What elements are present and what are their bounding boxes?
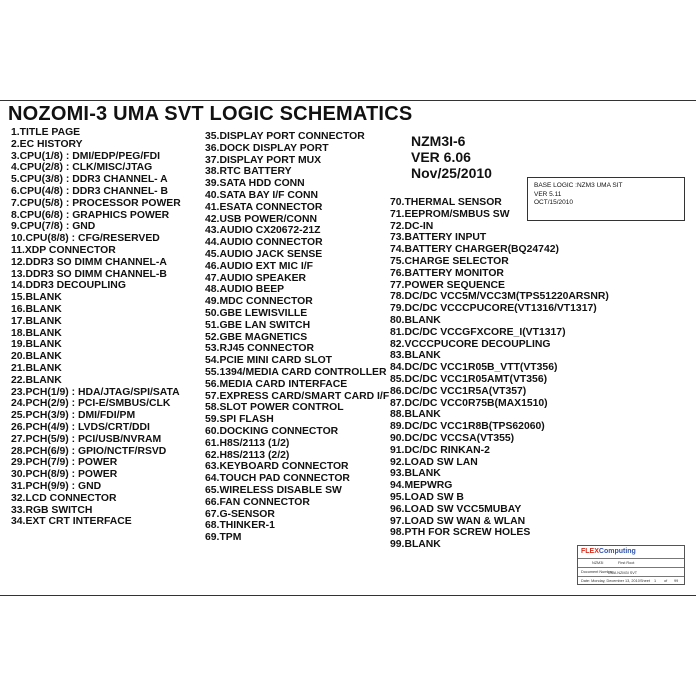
index-entry: 28.PCH(6/9) : GPIO/NCTF/RSVD [11, 445, 167, 457]
index-entry: 68.THINKER-1 [205, 520, 275, 532]
index-entry: 49.MDC CONNECTOR [205, 296, 313, 308]
index-entry: 59.SPI FLASH [205, 414, 274, 426]
index-entry: 94.MEPWRG [390, 480, 453, 492]
base-logic-line: BASE LOGIC :NZM3 UMA SIT [534, 182, 623, 189]
index-entry: 88.BLANK [390, 409, 441, 421]
index-entry: 36.DOCK DISPLAY PORT [205, 142, 329, 154]
index-entry: 30.PCH(8/9) : POWER [11, 469, 118, 481]
title-block-field: NZM3I [592, 561, 604, 565]
title-block-field: UMA NZM3I SVT [608, 571, 638, 575]
release-date: Nov/25/2010 [411, 165, 492, 181]
index-entry: 34.EXT CRT INTERFACE [11, 516, 132, 528]
index-entry: 24.PCH(2/9) : PCI-E/SMBUS/CLK [11, 398, 171, 410]
index-entry: 22.BLANK [11, 374, 62, 386]
title-block-field: First Root [618, 561, 635, 565]
index-entry: 79.DC/DC VCCCPUCORE(VT1316/VT1317) [390, 303, 597, 315]
page-title: NOZOMI-3 UMA SVT LOGIC SCHEMATICS [8, 103, 413, 125]
index-entry: 96.LOAD SW VCC5MUBAY [390, 503, 522, 515]
index-entry: 82.VCCCPUCORE DECOUPLING [390, 338, 551, 350]
index-entry: 92.LOAD SW LAN [390, 456, 478, 468]
index-entry: 13.DDR3 SO DIMM CHANNEL-B [11, 268, 167, 280]
title-block-field: 99 [674, 579, 679, 583]
title-block-field: Sheet [640, 579, 650, 583]
index-entry: 18.BLANK [11, 327, 62, 339]
index-entry: 35.DISPLAY PORT CONNECTOR [205, 131, 365, 142]
index-entry: 78.DC/DC VCC5M/VCC3M(TPS51220ARSNR) [390, 291, 609, 303]
model-name: NZM3I-6 [411, 133, 466, 149]
index-entry: 53.RJ45 CONNECTOR [205, 343, 314, 355]
index-entry: 10.CPU(8/8) : CFG/RESERVED [11, 233, 160, 245]
index-entry: 80.BLANK [390, 314, 441, 326]
index-entry: 48.AUDIO BEEP [205, 284, 285, 296]
index-entry: 2.EC HISTORY [11, 138, 83, 150]
index-entry: 55.1394/MEDIA CARD CONTROLLER [205, 366, 387, 378]
index-column-1 [11, 127, 181, 528]
index-entry: 52.GBE MAGNETICS [205, 331, 308, 343]
version-label: VER 6.06 [411, 149, 471, 165]
index-entry: 25.PCH(3/9) : DMI/FDI/PM [11, 410, 136, 422]
index-entry: 87.DC/DC VCC0R75B(MAX1510) [390, 397, 548, 409]
index-entry: 37.DISPLAY PORT MUX [205, 154, 322, 166]
index-entry: 69.TPM [205, 532, 242, 544]
title-block-date: Date: Monday, December 13, 2010 [581, 579, 640, 583]
index-entry: 67.G-SENSOR [205, 508, 275, 520]
index-entry: 70.THERMAL SENSOR [390, 197, 502, 208]
index-column-3 [390, 197, 609, 551]
index-entry: 66.FAN CONNECTOR [205, 496, 310, 508]
title-block-field: Document Number [581, 570, 613, 574]
title-block-field: of [664, 579, 668, 583]
index-entry: 57.EXPRESS CARD/SMART CARD I/F [205, 390, 390, 402]
base-logic-version: VER 5.11 [534, 190, 562, 198]
index-entry: 51.GBE LAN SWITCH [205, 319, 311, 331]
index-entry: 56.MEDIA CARD INTERFACE [205, 378, 348, 390]
index-entry: 5.CPU(3/8) : DDR3 CHANNEL- A [11, 174, 168, 186]
index-entry: 85.DC/DC VCC1R05AMT(VT356) [390, 373, 548, 385]
base-logic-date: OCT/15/2010 [534, 199, 574, 206]
index-entry: 97.LOAD SW WAN & WLAN [390, 515, 526, 527]
index-entry: 21.BLANK [11, 362, 62, 374]
index-entry: 63.KEYBOARD CONNECTOR [205, 461, 349, 473]
index-entry: 20.BLANK [11, 351, 62, 363]
index-entry: 62.H8S/2113 (2/2) [205, 449, 290, 461]
index-entry: 58.SLOT POWER CONTROL [205, 402, 344, 414]
index-column-2 [205, 131, 389, 544]
index-entry: 8.CPU(6/8) : GRAPHICS POWER [11, 209, 170, 221]
index-entry: 72.DC-IN [390, 220, 434, 232]
index-entry: 74.BATTERY CHARGER(BQ24742) [390, 244, 559, 256]
index-entry: 89.DC/DC VCC1R8B(TPS62060) [390, 421, 545, 433]
index-entry: 26.PCH(4/9) : LVDS/CRT/DDI [11, 421, 150, 433]
index-entry: 45.AUDIO JACK SENSE [205, 248, 323, 260]
index-entry: 17.BLANK [11, 315, 62, 327]
index-entry: 15.BLANK [11, 292, 62, 304]
index-entry: 99.BLANK [390, 539, 441, 551]
index-entry: 81.DC/DC VCCGFXCORE_I(VT1317) [390, 326, 566, 338]
index-entry: 16.BLANK [11, 303, 62, 315]
index-entry: 83.BLANK [390, 350, 441, 362]
company-logo: FLEXComputing [581, 548, 636, 555]
index-entry: 75.CHARGE SELECTOR [390, 255, 509, 267]
base-logic-box [527, 177, 685, 221]
index-entry: 98.PTH FOR SCREW HOLES [390, 527, 531, 539]
index-entry: 44.AUDIO CONNECTOR [205, 237, 323, 249]
index-entry: 1.TITLE PAGE [11, 127, 81, 138]
index-entry: 76.BATTERY MONITOR [390, 267, 504, 279]
index-entry: 31.PCH(9/9) : GND [11, 480, 102, 492]
index-entry: 84.DC/DC VCC1R05B_VTT(VT356) [390, 362, 558, 374]
index-entry: 50.GBE LEWISVILLE [205, 307, 308, 319]
index-entry: 23.PCH(1/9) : HDA/JTAG/SPI/SATA [11, 386, 180, 398]
index-entry: 42.USB POWER/CONN [205, 213, 318, 225]
index-entry: 86.DC/DC VCC1R5A(VT357) [390, 385, 527, 397]
index-entry: 60.DOCKING CONNECTOR [205, 425, 339, 437]
index-entry: 40.SATA BAY I/F CONN [205, 189, 318, 201]
index-entry: 41.ESATA CONNECTOR [205, 201, 323, 213]
index-entry: 90.DC/DC VCCSA(VT355) [390, 432, 515, 444]
index-entry: 71.EEPROM/SMBUS SW [390, 208, 510, 220]
index-entry: 64.TOUCH PAD CONNECTOR [205, 473, 350, 485]
index-entry: 12.DDR3 SO DIMM CHANNEL-A [11, 256, 167, 268]
index-entry: 95.LOAD SW B [390, 491, 464, 503]
index-entry: 7.CPU(5/8) : PROCESSOR POWER [11, 197, 181, 209]
title-block [577, 545, 685, 585]
index-entry: 46.AUDIO EXT MIC I/F [205, 260, 313, 272]
index-entry: 54.PCIE MINI CARD SLOT [205, 355, 333, 367]
index-entry: 19.BLANK [11, 339, 62, 351]
index-entry: 38.RTC BATTERY [205, 166, 292, 178]
index-entry: 33.RGB SWITCH [11, 504, 93, 516]
index-entry: 6.CPU(4/8) : DDR3 CHANNEL- B [11, 185, 169, 197]
index-entry: 27.PCH(5/9) : PCI/USB/NVRAM [11, 433, 162, 445]
index-entry: 65.WIRELESS DISABLE SW [205, 484, 342, 496]
index-entry: 9.CPU(7/8) : GND [11, 221, 96, 233]
index-entry: 11.XDP CONNECTOR [11, 244, 116, 256]
index-entry: 73.BATTERY INPUT [390, 232, 487, 244]
index-entry: 91.DC/DC RINKAN-2 [390, 444, 490, 456]
index-entry: 93.BLANK [390, 468, 441, 480]
index-entry: 47.AUDIO SPEAKER [205, 272, 307, 284]
index-entry: 14.DDR3 DECOUPLING [11, 280, 126, 292]
index-entry: 32.LCD CONNECTOR [11, 492, 117, 504]
index-entry: 4.CPU(2/8) : CLK/MISC/JTAG [11, 162, 153, 174]
index-entry: 29.PCH(7/9) : POWER [11, 457, 118, 469]
index-entry: 3.CPU(1/8) : DMI/EDP/PEG/FDI [11, 150, 160, 162]
index-entry: 39.SATA HDD CONN [205, 178, 305, 190]
title-block-field: 1 [654, 579, 657, 583]
index-entry: 43.AUDIO CX20672-21Z [205, 225, 321, 237]
index-entry: 77.POWER SEQUENCE [390, 279, 505, 291]
index-entry: 61.H8S/2113 (1/2) [205, 437, 290, 449]
revision-header [411, 133, 492, 181]
